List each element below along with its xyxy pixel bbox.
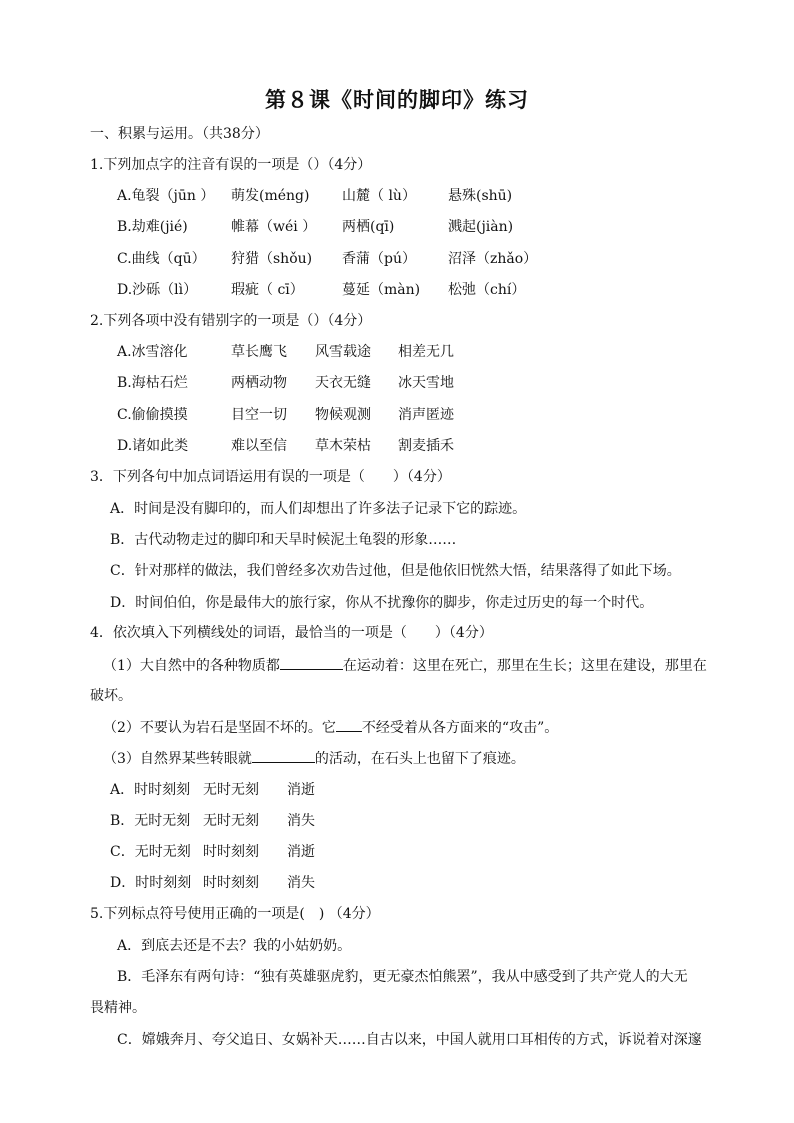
q4-option-d-item-3: 消失 <box>287 875 315 891</box>
q2-option-a-item-3: 风雪载途 <box>315 344 371 360</box>
q4-option-b-item-3: 消失 <box>287 813 315 829</box>
fill-in-blank <box>336 717 362 732</box>
q1-option-a-item-1: A.龟裂（jūn ） <box>117 188 215 204</box>
q4-option-b-item-1: B．无时无刻 <box>110 813 191 829</box>
q2-option-a-item-1: A.冰雪溶化 <box>117 344 188 360</box>
q1-option-c-item-2: 狩猎（shǒu) <box>231 251 313 267</box>
q3-option-d: D．时间伯伯，你是最伟大的旅行家，你从不扰豫你的脚步，你走过历史的每一个时代。 <box>110 595 654 611</box>
q4-sentence-2-part-1: （2）不要认为岩石是坚固不坏的。它 <box>103 720 336 736</box>
page-title: 第８课《时间的脚印》练习 <box>265 87 529 112</box>
q4-sentence-3 <box>103 748 525 769</box>
q4-sentence-1-part-1: （1）大自然中的各种物质都 <box>103 658 280 674</box>
fill-in-blank <box>252 748 315 763</box>
q5-option-b: B．毛泽东有两句诗：“独有英雄驱虎豹，更无豪杰怕熊罴”，我从中感受到了共产党人的大无 <box>117 969 688 985</box>
q2-option-a-item-4: 相差无几 <box>398 344 454 360</box>
q4-sentence-2 <box>103 717 558 738</box>
q1-option-d-item-4: 松弛（chí） <box>448 282 526 298</box>
q4-option-c-item-3: 消逝 <box>287 844 315 860</box>
question-4-stem: 4．依次填入下列横线处的词语，最恰当的一项是（ ）（4分） <box>90 625 493 641</box>
q4-option-d-item-2: 时时刻刻 <box>203 875 259 891</box>
q2-option-d-item-3: 草木荣枯 <box>315 438 371 454</box>
q1-option-c-item-1: C.曲线（qū） <box>117 251 206 267</box>
q1-option-d-item-2: 瑕疵（ cī） <box>231 282 304 298</box>
q2-option-b-item-4: 冰天雪地 <box>398 375 454 391</box>
q4-option-a-item-2: 无时无刻 <box>203 782 259 798</box>
q1-option-b-item-2: 帷幕（wéi ） <box>231 219 317 235</box>
q2-option-c-item-1: C.偷偷摸摸 <box>117 407 188 423</box>
q2-option-d-item-1: D.诸如此类 <box>117 438 189 454</box>
q4-option-d-item-1: D．时时刻刻 <box>110 875 192 891</box>
q1-option-a-item-2: 萌发(méng) <box>231 188 310 204</box>
q4-sentence-2-part-2: 不经受着从各方面来的“攻击”。 <box>361 720 559 736</box>
q3-option-a: A．时间是没有脚印的，而人们却想出了许多法子记录下它的踪迹。 <box>110 501 527 517</box>
fill-in-blank <box>280 655 343 670</box>
q4-option-b-item-2: 无时无刻 <box>203 813 259 829</box>
q2-option-b-item-1: B.海枯石烂 <box>117 375 188 391</box>
question-3-stem: 3．下列各句中加点词语运用有误的一项是（ ）（4分） <box>90 469 451 485</box>
question-5-stem: 5.下列标点符号使用正确的一项是( ) （4分） <box>90 906 380 922</box>
q1-option-b-item-4: 溅起(jiàn) <box>448 219 514 235</box>
q4-sentence-3-part-1: （3）自然界某些转眼就 <box>103 751 252 767</box>
q1-option-d-item-3: 蔓延（màn) <box>342 282 421 298</box>
section-heading: 一、积累与运用。（共38分） <box>90 126 269 142</box>
q4-sentence-1-continued: 破坏。 <box>90 688 132 704</box>
q1-option-d-item-1: D.沙砾（lì） <box>117 282 198 298</box>
q2-option-c-item-3: 物候观测 <box>315 407 371 423</box>
q2-option-b-item-2: 两栖动物 <box>231 375 287 391</box>
question-1-stem: 1.下列加点字的注音有误的一项是（）（4分） <box>90 157 372 173</box>
q1-option-b-item-1: B.劫难(jié) <box>117 219 188 235</box>
q4-option-a-item-3: 消逝 <box>287 782 315 798</box>
q1-option-b-item-3: 两栖(qī) <box>342 219 395 235</box>
q5-option-b-continued: 畏精神。 <box>90 1000 146 1016</box>
q2-option-a-item-2: 草长鹰飞 <box>231 344 287 360</box>
question-2-stem: 2.下列各项中没有错别字的一项是（）（4分） <box>90 313 372 329</box>
q2-option-c-item-4: 消声匿迹 <box>398 407 454 423</box>
q4-sentence-3-part-2: 的活动，在石头上也留下了痕迹。 <box>314 751 525 767</box>
q5-option-c: C．嫦娥奔月、夸父追日、女娲补天……自古以来，中国人就用口耳相传的方式，诉说着对深邃 <box>117 1032 702 1048</box>
q3-option-c: C．针对那样的做法，我们曾经多次劝告过他，但是他依旧恍然大悟，结果落得了如此下场。 <box>110 563 681 579</box>
q2-option-d-item-4: 割麦插禾 <box>398 438 454 454</box>
q1-option-c-item-3: 香蒲（pú） <box>342 251 416 267</box>
q2-option-b-item-3: 天衣无缝 <box>315 375 371 391</box>
q1-option-a-item-3: 山麓（ lù） <box>342 188 416 204</box>
q4-option-a-item-1: A．时时刻刻 <box>110 782 191 798</box>
q4-option-c-item-2: 时时刻刻 <box>203 844 259 860</box>
q4-sentence-1-part-2: 在运动着：这里在死亡，那里在生长；这里在建设，那里在 <box>342 658 707 674</box>
q2-option-d-item-2: 难以至信 <box>231 438 287 454</box>
q1-option-a-item-4: 悬殊(shū) <box>448 188 513 204</box>
q1-option-c-item-4: 沼泽（zhǎo） <box>448 251 538 267</box>
q4-sentence-1 <box>103 655 707 676</box>
q5-option-a: A．到底去还是不去？我的小姑奶奶。 <box>117 938 352 954</box>
q4-option-c-item-1: C．无时无刻 <box>110 844 191 860</box>
q3-option-b: B．古代动物走过的脚印和天旱时候泥土龟裂的形象…… <box>110 532 457 548</box>
q2-option-c-item-2: 目空一切 <box>231 407 287 423</box>
